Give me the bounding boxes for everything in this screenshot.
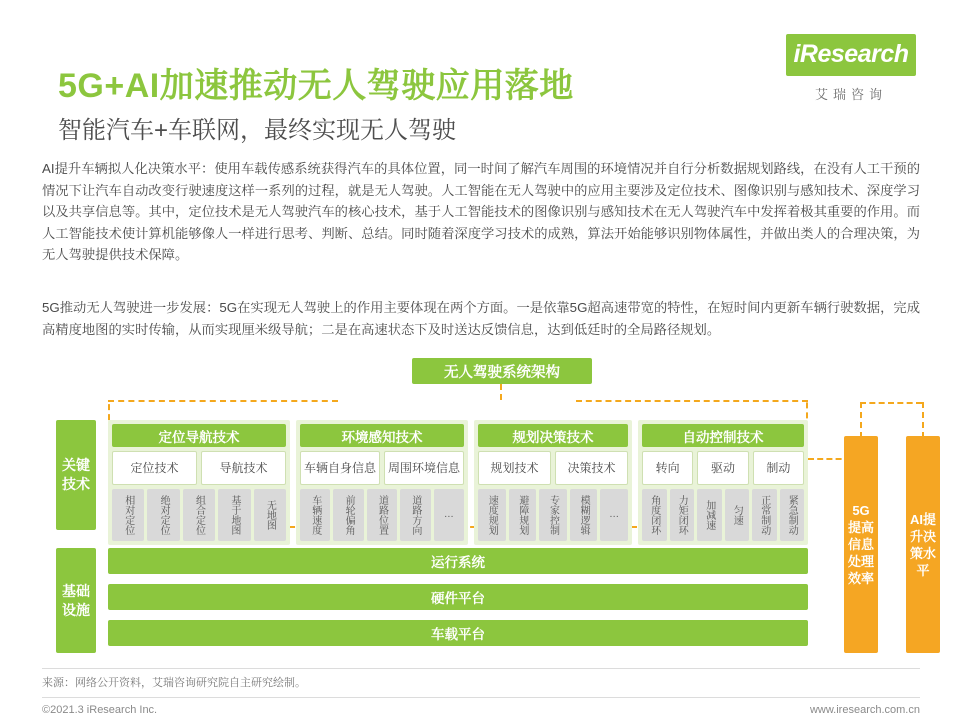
leaf-item: … xyxy=(600,489,628,541)
logo-wordmark: iResearch xyxy=(786,34,916,76)
sub-cell: 规划技术 xyxy=(478,451,551,485)
page-title: 5G+AI加速推动无人驾驶应用落地 xyxy=(58,67,574,105)
page-footer xyxy=(42,697,920,716)
sub-cell: 决策技术 xyxy=(555,451,628,485)
architecture-diagram xyxy=(42,358,936,683)
column-environment-perception xyxy=(296,420,468,545)
sub-cell: 导航技术 xyxy=(201,451,286,485)
column-head: 规划决策技术 xyxy=(478,424,628,447)
label-infrastructure: 基础设施 xyxy=(56,548,96,653)
leaf-item: 匀速 xyxy=(725,489,750,541)
connector-right-3 xyxy=(860,402,922,404)
page-subtitle: 智能汽车+车联网，最终实现无人驾驶 xyxy=(58,117,457,144)
sub-cell: 驱动 xyxy=(697,451,748,485)
leaf-item: 绝对定位 xyxy=(147,489,179,541)
leaf-item: 力矩闭环 xyxy=(670,489,695,541)
sub-cell: 车辆自身信息 xyxy=(300,451,380,485)
column-positioning-navigation xyxy=(108,420,290,545)
leaf-item: 速度规划 xyxy=(478,489,506,541)
diagram-title: 无人驾驶系统架构 xyxy=(412,358,592,384)
source-note: 来源：网络公开资料，艾瑞咨询研究院自主研究绘制。 xyxy=(42,668,920,690)
infra-bar-vehicle-platform: 车载平台 xyxy=(108,620,808,646)
leaf-item: 车辆速度 xyxy=(300,489,330,541)
leaf-item: 无地图 xyxy=(254,489,286,541)
logo-subtitle: 艾瑞咨询 xyxy=(814,87,887,102)
leaf-item: 正常制动 xyxy=(752,489,777,541)
body-paragraph-1: AI提升车辆拟人化决策水平：使用车载传感系统获得汽车的具体位置，同一时间了解汽车周围的环境情况并自行分析数据规划路线，在没有人工干预的情况下让汽车自动改变行驶速度这样一系列的过程，就是无人驾驶。人工智能在无人驾驶中的应用主要涉及定位技术、图像识别与感知技术、深度学习以及共享信息等。其中，定位技术是无人驾驶汽车的核心技术，基于人工智能技术的图像识别与感知技术在无人驾驶汽车中发挥着极其重要的作用。而人工智能技术使计算机能够像人一样进行思考、判断、总结。同时随着深度学习技术的成熟，算法开始能够识别物体属性，并做出类人的合理决策，为无人驾驶提供技术保障。 xyxy=(42,161,920,262)
infra-bar-os: 运行系统 xyxy=(108,548,808,574)
leaf-item: 角度闭环 xyxy=(642,489,667,541)
leaf-item: 避障规划 xyxy=(509,489,537,541)
sub-cell: 定位技术 xyxy=(112,451,197,485)
sub-cell: 周围环境信息 xyxy=(384,451,464,485)
column-automatic-control xyxy=(638,420,808,545)
footer-website: www.iresearch.com.cn xyxy=(809,704,920,716)
leaf-item: 加减速 xyxy=(697,489,722,541)
side-box-5g: 5G提高信息处理效率 xyxy=(844,436,878,653)
leaf-item: 道路位置 xyxy=(367,489,397,541)
leaf-item: 道路方向 xyxy=(400,489,430,541)
sub-cell: 转向 xyxy=(642,451,693,485)
leaf-item: 相对定位 xyxy=(112,489,144,541)
leaf-item: 模糊逻辑 xyxy=(570,489,598,541)
leaf-item: 专家控制 xyxy=(539,489,567,541)
body-paragraph-2: 5G推动无人驾驶进一步发展：5G在实现无人驾驶上的作用主要体现在两个方面。一是依靠5G超高速带宽的特性，在短时间内更新车辆行驶数据，完成高精度地图的实时传输，从而实现厘米级导航；二是在高速状态下及时送达反馈信息，达到低廷时的全局路径规划。 xyxy=(42,300,920,337)
column-planning-decision xyxy=(474,420,632,545)
leaf-item: … xyxy=(434,489,464,541)
column-head: 环境感知技术 xyxy=(300,424,464,447)
footer-copyright: ©2021.3 iResearch Inc. xyxy=(42,704,158,716)
infra-bar-hardware: 硬件平台 xyxy=(108,584,808,610)
connector-stem xyxy=(500,384,502,400)
label-key-technology: 关键技术 xyxy=(56,420,96,530)
column-head: 定位导航技术 xyxy=(112,424,286,447)
leaf-item: 基于地图 xyxy=(218,489,250,541)
brand-logo xyxy=(786,34,916,103)
column-head: 自动控制技术 xyxy=(642,424,804,447)
leaf-item: 前轮偏角 xyxy=(333,489,363,541)
leaf-item: 紧急制动 xyxy=(780,489,805,541)
leaf-item: 组合定位 xyxy=(183,489,215,541)
sub-cell: 制动 xyxy=(753,451,804,485)
side-box-ai: AI提升决策水平 xyxy=(906,436,940,653)
